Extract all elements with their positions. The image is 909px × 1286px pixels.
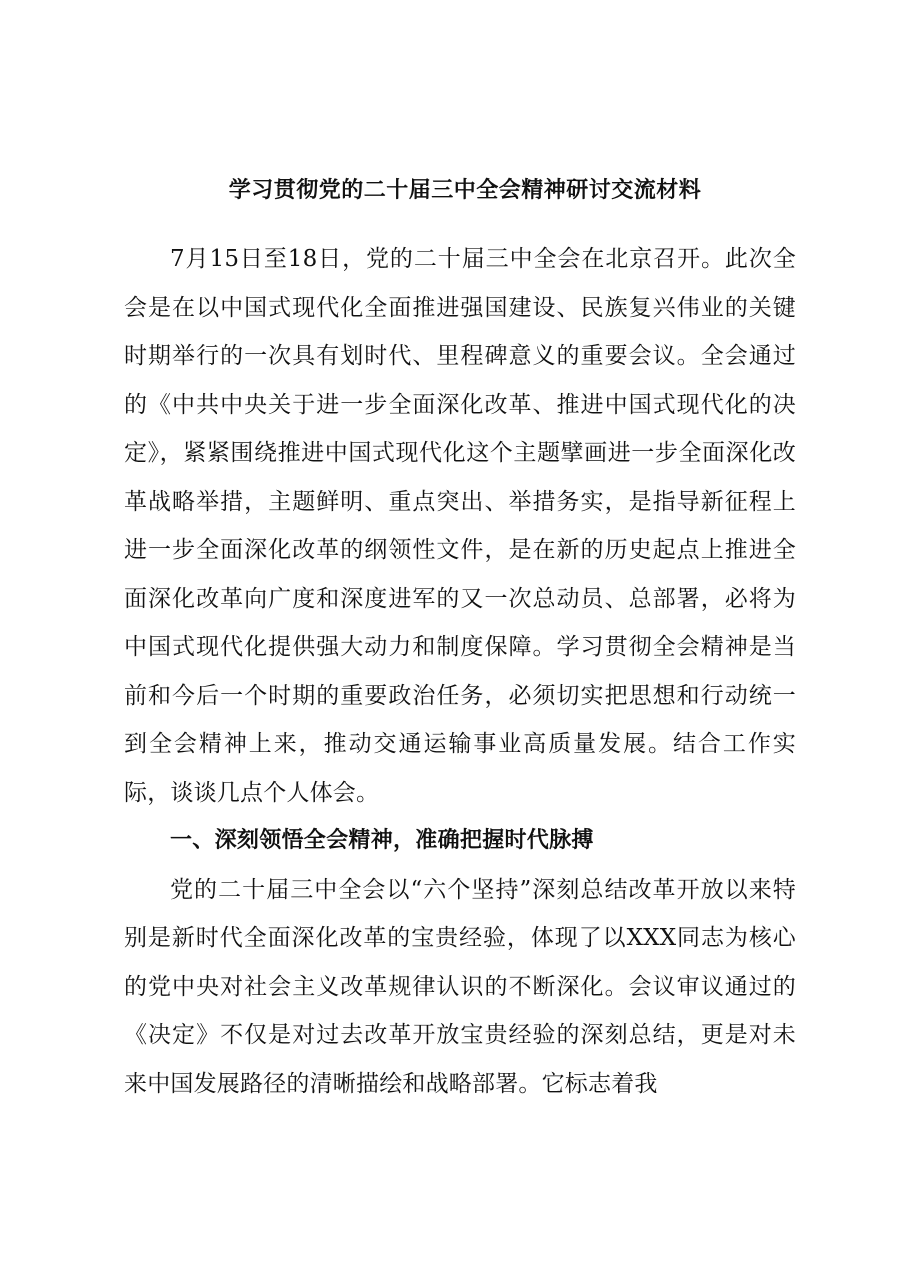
intro-paragraph: 7月15日至18日，党的二十届三中全会在北京召开。此次全会是在以中国式现代化全面推进强国建设、民族复兴伟业的关键时期举行的一次具有划时代、里程碑意义的重要会议。全会通过的《中共中央关于进一步全面深化改革、推进中国式现代化的决定》，紧紧围绕推进中国式现代化这个主题擘画进一步全面深化改革战略举措，主题鲜明、重点突出、举措务实，是指导新征程上进一步全面深化改革的纲领性文件，是在新的历史起点上推进全面深化改革向广度和深度进军的又一次总动员、总部署，必将为中国式现代化提供强大动力和制度保障。学习贯彻全会精神是当前和今后一个时期的重要政治任务，必须切实把思想和行动统一到全会精神上来，推动交通运输事业高质量发展。结合工作实际，谈谈几点个人体会。 (124, 246, 796, 806)
document-body (124, 168, 796, 1108)
section-1-paragraph: 党的二十届三中全会以“六个坚持”深刻总结改革开放以来特别是新时代全面深化改革的宝贵经验，体现了以XXX同志为核心的党中央对社会主义改革规律认识的不断深化。会议审议通过的《决定》不仅是对过去改革开放宝贵经验的深刻总结，更是对未来中国发展路径的清晰描绘和战略部署。它标志着我 (124, 876, 796, 1097)
section-heading-1: 一、深刻领悟全会精神，准确把握时代脉搏 (170, 828, 594, 853)
document-title: 学习贯彻党的二十届三中全会精神研讨交流材料 (228, 178, 702, 203)
